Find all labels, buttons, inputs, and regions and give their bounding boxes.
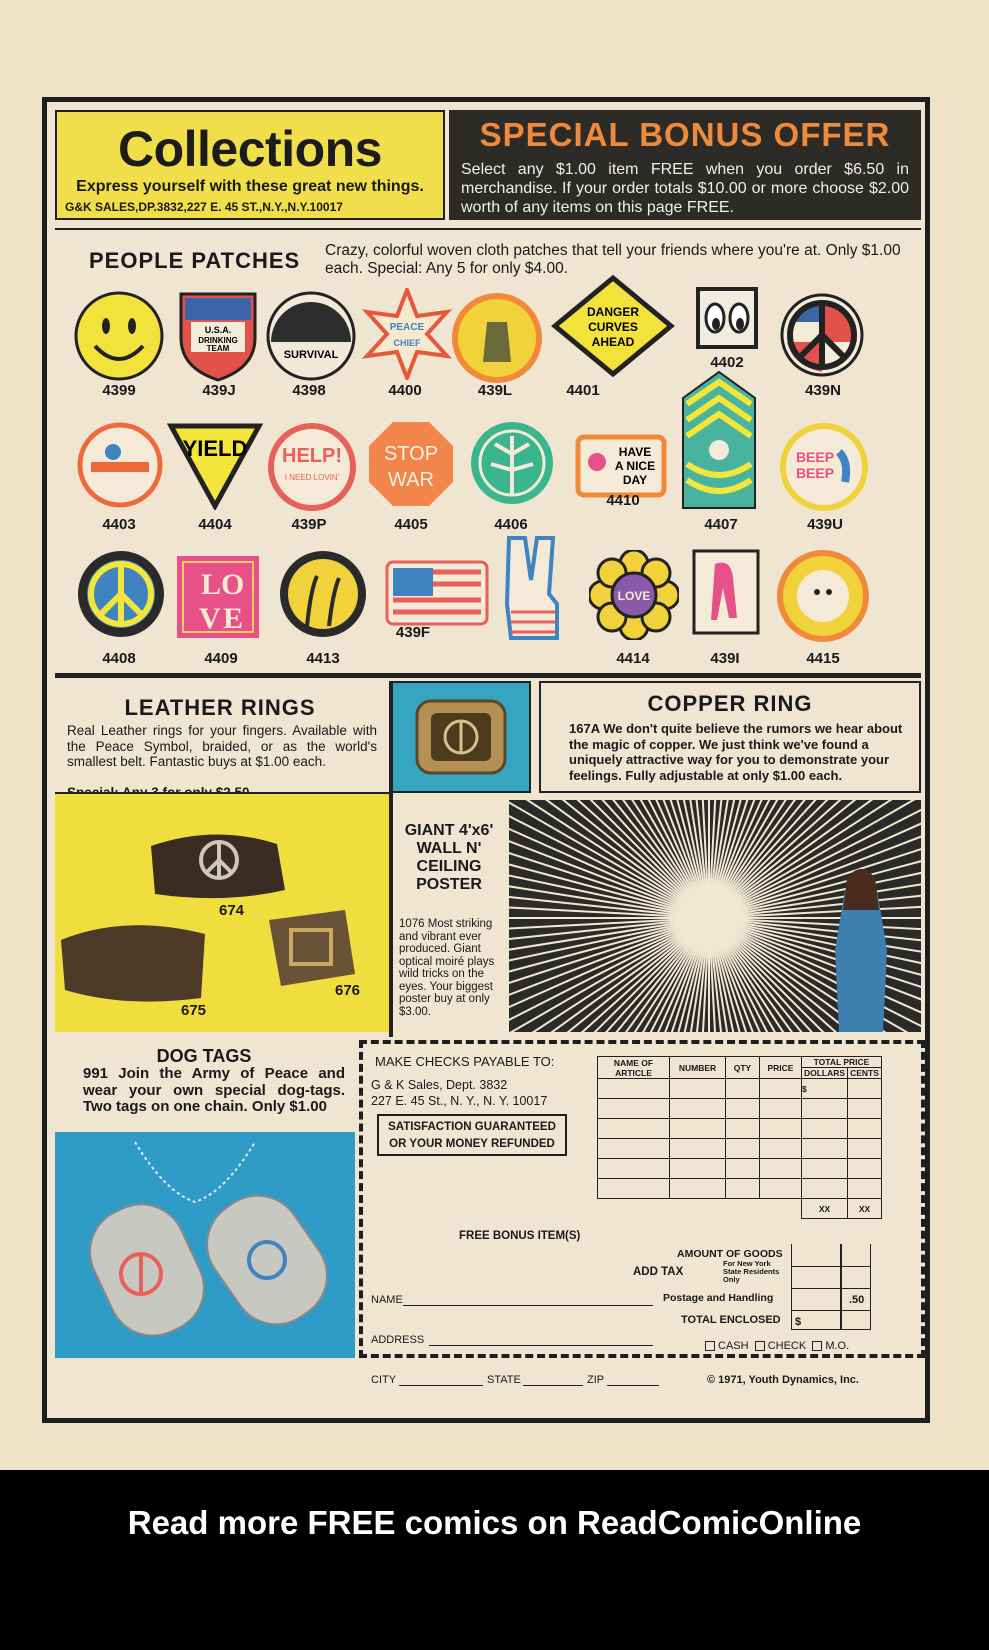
dog-tags-text: 991 Join the Army of Peace and wear your own special dog-tags. Two tags on one chain. Only $1.00 (83, 1065, 345, 1115)
svg-text:PEACE: PEACE (389, 322, 425, 333)
svg-text:CHIEF: CHIEF (393, 338, 421, 348)
patch-code: 4408 (102, 650, 136, 667)
state-field[interactable] (523, 1374, 583, 1386)
svg-text:STOP: STOP (383, 443, 439, 465)
order-cell[interactable] (802, 1179, 848, 1199)
order-cell[interactable] (760, 1119, 802, 1139)
panther-icon (691, 548, 761, 636)
patches-description: Crazy, colorful woven cloth patches that tell your friends where you're at. Only $1.00 each. Special: Any 5 for only $4.00. (325, 242, 901, 277)
order-cell[interactable] (598, 1099, 670, 1119)
collections-title: Collections (118, 121, 382, 177)
order-cell[interactable] (670, 1099, 726, 1119)
patch-code: 4403 (102, 516, 136, 533)
order-cell[interactable] (726, 1079, 760, 1099)
patch-code: 439N (805, 382, 841, 399)
copper-ring-section (539, 681, 921, 793)
company-name: G & K Sales, Dept. 3832 (371, 1078, 508, 1092)
order-form (359, 1040, 925, 1386)
chevron-icon (679, 368, 759, 512)
svg-text:AHEAD: AHEAD (591, 335, 635, 349)
order-cell[interactable] (670, 1179, 726, 1199)
svg-text:E: E (223, 602, 244, 635)
svg-text:BEEP: BEEP (795, 465, 835, 481)
order-cell[interactable] (802, 1159, 848, 1179)
order-cell[interactable] (760, 1179, 802, 1199)
guarantee-box (377, 1114, 567, 1156)
state-label: STATE (487, 1374, 521, 1386)
octagon-icon (367, 420, 455, 508)
free-bonus-label: FREE BONUS ITEM(S) (459, 1230, 581, 1242)
dog-tags-photo (55, 1132, 355, 1358)
svg-text:V: V (199, 602, 221, 635)
star-icon (361, 288, 453, 380)
copper-ring-photo (391, 681, 531, 793)
order-cell[interactable] (598, 1079, 670, 1099)
svg-text:DANGER: DANGER (586, 305, 640, 319)
order-cell[interactable] (760, 1139, 802, 1159)
cash-checkbox[interactable] (705, 1341, 715, 1351)
patches-title: PEOPLE PATCHES (89, 248, 301, 273)
order-cell[interactable] (670, 1139, 726, 1159)
col-number: NUMBER (670, 1057, 726, 1079)
patch-code: 439I (710, 650, 740, 667)
hand-icon (501, 534, 565, 646)
order-cell[interactable] (848, 1099, 882, 1119)
ring-code-676: 676 (335, 982, 361, 999)
svg-text:DAY: DAY (622, 473, 648, 487)
svg-text:LOVE: LOVE (617, 589, 651, 603)
totals-box-cents[interactable] (841, 1244, 871, 1330)
order-cell[interactable] (670, 1079, 726, 1099)
name-label: NAME (371, 1294, 403, 1306)
svg-text:A NICE: A NICE (614, 459, 656, 473)
cash-label: CASH (718, 1340, 749, 1352)
patch-code: 4410 (606, 492, 640, 509)
address-label: ADDRESS (371, 1334, 425, 1346)
order-cell[interactable] (670, 1119, 726, 1139)
patch-code: 4398 (292, 382, 326, 399)
leather-rings-section (55, 685, 385, 795)
payable-label: MAKE CHECKS PAYABLE TO: (375, 1054, 555, 1069)
svg-text:I NEED LOVIN': I NEED LOVIN' (284, 473, 340, 482)
svg-text:DRINKING: DRINKING (198, 336, 238, 345)
svg-text:YIELD: YIELD (182, 436, 248, 461)
divider (791, 1266, 871, 1267)
shield-icon (177, 288, 259, 382)
col-cents: CENTS (848, 1068, 882, 1079)
svg-text:HAVE: HAVE (618, 445, 652, 459)
order-cell[interactable] (598, 1139, 670, 1159)
copper-ring-title: COPPER RING (647, 691, 813, 716)
guarantee-line-2: OR YOUR MONEY REFUNDED (389, 1138, 555, 1150)
svg-text:TEAM: TEAM (206, 344, 230, 353)
guarantee-line-1: SATISFACTION GUARANTEED (388, 1121, 556, 1133)
patch-code: 439P (291, 516, 327, 533)
order-cell[interactable] (726, 1099, 760, 1119)
city-field[interactable] (399, 1374, 483, 1386)
mo-checkbox[interactable] (812, 1341, 822, 1351)
banner-text[interactable]: Read more FREE comics on ReadComicOnline (127, 1504, 862, 1541)
add-tax-label: ADD TAX (633, 1266, 684, 1278)
poster-section (393, 800, 505, 1032)
svg-text:HELP!: HELP! (282, 445, 342, 467)
bonus-xx-dollars: XX (802, 1199, 848, 1219)
patch-code: 439F (395, 624, 431, 641)
col-price: PRICE (760, 1057, 802, 1079)
col-total: TOTAL PRICE (802, 1057, 882, 1068)
flag-icon (385, 560, 489, 626)
zip-field[interactable] (607, 1374, 659, 1386)
check-checkbox[interactable] (755, 1341, 765, 1351)
rect-icon (575, 434, 667, 498)
order-cell[interactable] (848, 1159, 882, 1179)
bonus-offer-box (449, 110, 921, 220)
collections-subtitle: Express yourself with these great new things. (76, 178, 424, 195)
name-field[interactable] (403, 1294, 653, 1306)
order-cell[interactable] (760, 1159, 802, 1179)
dog-tags-image (55, 1132, 355, 1358)
ring-code-674: 674 (219, 902, 245, 919)
dog-tags-title: DOG TAGS (156, 1046, 252, 1066)
eyes-icon (695, 286, 759, 350)
diamond-icon (551, 274, 675, 378)
patch-code: 4399 (102, 382, 136, 399)
order-cell[interactable] (802, 1139, 848, 1159)
zip-label: ZIP (587, 1374, 605, 1386)
patch-code: 4400 (388, 382, 422, 399)
svg-text:O: O (221, 568, 245, 601)
company-address: 227 E. 45 St., N. Y., N. Y. 10017 (371, 1094, 548, 1108)
beep-beep-patch-icon (779, 422, 869, 512)
order-cell[interactable] (598, 1179, 670, 1199)
ad-frame (42, 97, 930, 1423)
bonus-offer-title: SPECIAL BONUS OFFER (479, 116, 891, 153)
order-cell[interactable] (848, 1079, 882, 1099)
peace-flag-icon (779, 292, 865, 378)
check-label: CHECK (767, 1340, 807, 1352)
order-cell[interactable] (760, 1079, 802, 1099)
svg-text:U.S.A.: U.S.A. (204, 325, 232, 335)
patch-code: 4402 (710, 354, 744, 371)
patch-code: 4409 (204, 650, 238, 667)
copper-ring-image (393, 683, 529, 791)
order-cell[interactable] (760, 1099, 802, 1119)
love-icon (175, 554, 261, 640)
divider (791, 1288, 871, 1289)
patch-code: 4406 (494, 516, 528, 533)
smiley-icon (73, 290, 165, 382)
leather-rings-photo (55, 792, 389, 1032)
divider (791, 1310, 871, 1311)
site-banner (0, 1470, 989, 1650)
patch-code: 4404 (198, 516, 232, 533)
collections-header (55, 110, 445, 220)
poster-title: GIANT 4'x6' WALL N' CEILING POSTER (404, 822, 494, 893)
patch-code: 4414 (616, 650, 650, 667)
people-patches-section (55, 228, 921, 678)
postage-value: .50 (849, 1294, 865, 1306)
help-patch-icon (267, 422, 357, 512)
patch-code: 4405 (394, 516, 428, 533)
order-cell[interactable] (848, 1139, 882, 1159)
moire-poster-image (509, 800, 921, 1032)
col-dollars: DOLLARS (802, 1068, 848, 1079)
order-cell[interactable] (848, 1179, 882, 1199)
order-cell[interactable] (802, 1099, 848, 1119)
patch-code: 4407 (704, 516, 738, 533)
order-cell[interactable] (598, 1159, 670, 1179)
bonus-offer-text: Select any $1.00 item FREE when you order $6.50 in merchandise. If your order totals $10.00 or more choose $2.00 worth of any items on this page FREE. (461, 161, 909, 216)
order-cell[interactable] (726, 1139, 760, 1159)
order-cell[interactable] (726, 1159, 760, 1179)
peace-icon (75, 548, 167, 640)
seller-address: G&K SALES,DP.3832,227 E. 45 ST.,N.Y.,N.Y.10017 (65, 200, 343, 214)
yellow-snow-patch-icon (451, 292, 543, 384)
svg-text:BEEP: BEEP (795, 449, 835, 465)
order-cell[interactable] (848, 1119, 882, 1139)
total-dollar-sign: $ (795, 1316, 802, 1328)
copper-ring-text: 167A We don't quite believe the rumors we hear about the magic of copper. We just think we've found a uniquely attractive way for you to demonstrate your feelings. Fully adjustable at only $1.00 each. (569, 721, 903, 783)
triangle-icon (167, 422, 263, 510)
leather-rings-text: Real Leather rings for your fingers. Available with the Peace Symbol, braided, or as the world's smallest belt. Fantastic buys at $1.00 each. (67, 723, 377, 769)
woodstock-patch-icon (77, 422, 163, 508)
svg-text:SURVIVAL: SURVIVAL (283, 349, 339, 361)
order-cell[interactable] (670, 1159, 726, 1179)
order-cell[interactable] (726, 1179, 760, 1199)
getting-to-like-me-patch-icon (777, 550, 869, 642)
amount-goods-label: AMOUNT OF GOODS (677, 1248, 783, 1260)
ring-code-675: 675 (181, 1002, 207, 1019)
patch-code: 4401 (566, 382, 600, 399)
svg-text:WAR: WAR (388, 469, 434, 491)
moire-pattern (509, 800, 921, 1032)
col-article: NAME OF ARTICLE (598, 1057, 670, 1079)
order-cell[interactable] (802, 1119, 848, 1139)
flowers-patch-icon (277, 548, 369, 640)
patch-code: 439L (477, 382, 513, 399)
patch-code: 4415 (806, 650, 840, 667)
tax-note: For New York State Residents Only (723, 1259, 780, 1284)
patch-code: 4413 (306, 650, 340, 667)
dog-tags-section (55, 1038, 353, 1130)
svg-text:CURVES: CURVES (588, 320, 638, 334)
order-cell[interactable] (598, 1119, 670, 1139)
address-field[interactable] (429, 1334, 653, 1346)
col-qty: QTY (726, 1057, 760, 1079)
order-table (597, 1056, 882, 1219)
patch-code: 439U (807, 516, 843, 533)
total-enclosed-label: TOTAL ENCLOSED (681, 1314, 781, 1326)
payment-options (705, 1340, 849, 1352)
leather-rings-title: LEATHER RINGS (124, 695, 316, 720)
postage-label: Postage and Handling (663, 1292, 774, 1304)
tree-icon (467, 418, 557, 508)
order-cell[interactable] (726, 1119, 760, 1139)
poster-text: 1076 Most striking and vibrant ever produced. Giant optical moiré plays wild tricks on the eyes. Your biggest poster buy at only $3.00. (399, 918, 495, 1018)
mo-label: M.O. (825, 1340, 850, 1352)
dollar-sign: $ (802, 1079, 848, 1099)
survival-patch-icon (265, 290, 357, 382)
svg-text:L: L (201, 568, 222, 601)
patch-code: 439J (202, 382, 236, 399)
copyright: © 1971, Youth Dynamics, Inc. (707, 1374, 859, 1386)
city-label: CITY (371, 1374, 397, 1386)
flower-icon (589, 550, 679, 640)
bonus-xx-cents: XX (848, 1199, 882, 1219)
